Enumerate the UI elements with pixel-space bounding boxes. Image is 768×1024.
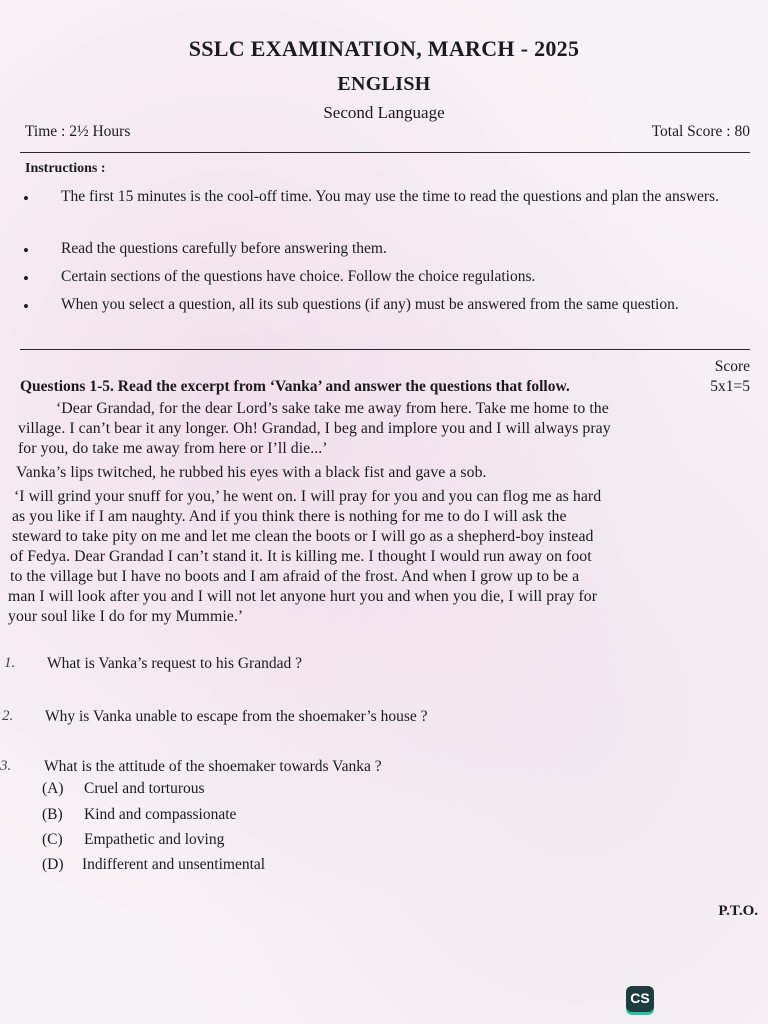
instruction-item: The first 15 minutes is the cool-off time. You may use the time to read the questions and plan the answers. — [61, 188, 719, 205]
total-score: Total Score : 80 — [651, 123, 750, 140]
passage-line: ‘Dear Grandad, for the dear Lord’s sake take me away from here. Take me home to the — [56, 400, 609, 417]
option-letter: (D) — [42, 856, 64, 873]
question-text: What is Vanka’s request to his Grandad ? — [47, 655, 302, 672]
option-letter: (B) — [42, 806, 63, 823]
question-text: Why is Vanka unable to escape from the shoemaker’s house ? — [45, 708, 428, 725]
instruction-item: Certain sections of the questions have choice. Follow the choice regulations. — [61, 268, 536, 285]
passage-line: as you like if I am naughty. And if you think there is nothing for me to do I will ask the — [12, 508, 567, 525]
bullet-icon: • — [23, 297, 29, 316]
pto-label: P.T.O. — [718, 903, 758, 919]
option-letter: (A) — [42, 780, 64, 797]
option-letter: (C) — [42, 831, 63, 848]
option-text: Empathetic and loving — [84, 831, 225, 848]
passage-line: man I will look after you and I will not let anyone hurt you and when you die, I will pray for — [8, 588, 598, 605]
bullet-icon: • — [23, 241, 29, 260]
passage-line: Vanka’s lips twitched, he rubbed his eyes with a black fist and gave a sob. — [16, 464, 487, 481]
question-number: 3. — [0, 758, 12, 774]
passage-line: for you, do take me away from here or I’ll die...’ — [18, 440, 328, 457]
passage-line: your soul like I do for my Mummie.’ — [8, 608, 244, 625]
instructions-divider — [20, 349, 750, 350]
passage-line: steward to take pity on me and let me clean the boots or I will go as a shepherd-boy instead — [12, 528, 594, 545]
instructions-heading: Instructions : — [25, 161, 106, 176]
option-text: Indifferent and unsentimental — [82, 856, 266, 873]
section-marks: 5x1=5 — [710, 378, 750, 395]
question-number: 1. — [4, 655, 16, 671]
question-text: What is the attitude of the shoemaker towards Vanka ? — [44, 758, 382, 775]
bullet-icon: • — [23, 189, 29, 208]
subject-title: ENGLISH — [337, 73, 431, 95]
option-text: Kind and compassionate — [84, 806, 237, 823]
passage-line: of Fedya. Dear Grandad I can’t stand it. It is killing me. I thought I would run away on foot — [10, 548, 592, 565]
instruction-item: When you select a question, all its sub questions (if any) must be answered from the same question. — [61, 296, 679, 313]
passage-line: village. I can’t bear it any longer. Oh! Grandad, I beg and implore you and I will always pray — [18, 420, 611, 437]
instruction-item: Read the questions carefully before answering them. — [61, 240, 387, 257]
exam-time: Time : 2½ Hours — [25, 123, 131, 140]
section-heading: Questions 1-5. Read the excerpt from ‘Vanka’ and answer the questions that follow. — [20, 378, 570, 395]
paper-subtitle: Second Language — [323, 103, 445, 122]
bullet-icon: • — [23, 269, 29, 288]
header-divider — [20, 152, 750, 153]
question-number: 2. — [2, 708, 14, 724]
option-text: Cruel and torturous — [84, 780, 205, 797]
score-column-heading: Score — [714, 358, 750, 375]
exam-title: SSLC EXAMINATION, MARCH - 2025 — [188, 36, 580, 61]
passage-line: to the village but I have no boots and I am afraid of the frost. And when I grow up to be a — [10, 568, 580, 585]
passage-line: ‘I will grind your snuff for you,’ he went on. I will pray for you and you can flog me as hard — [14, 488, 602, 505]
camscanner-logo-icon: CS — [626, 986, 654, 1012]
